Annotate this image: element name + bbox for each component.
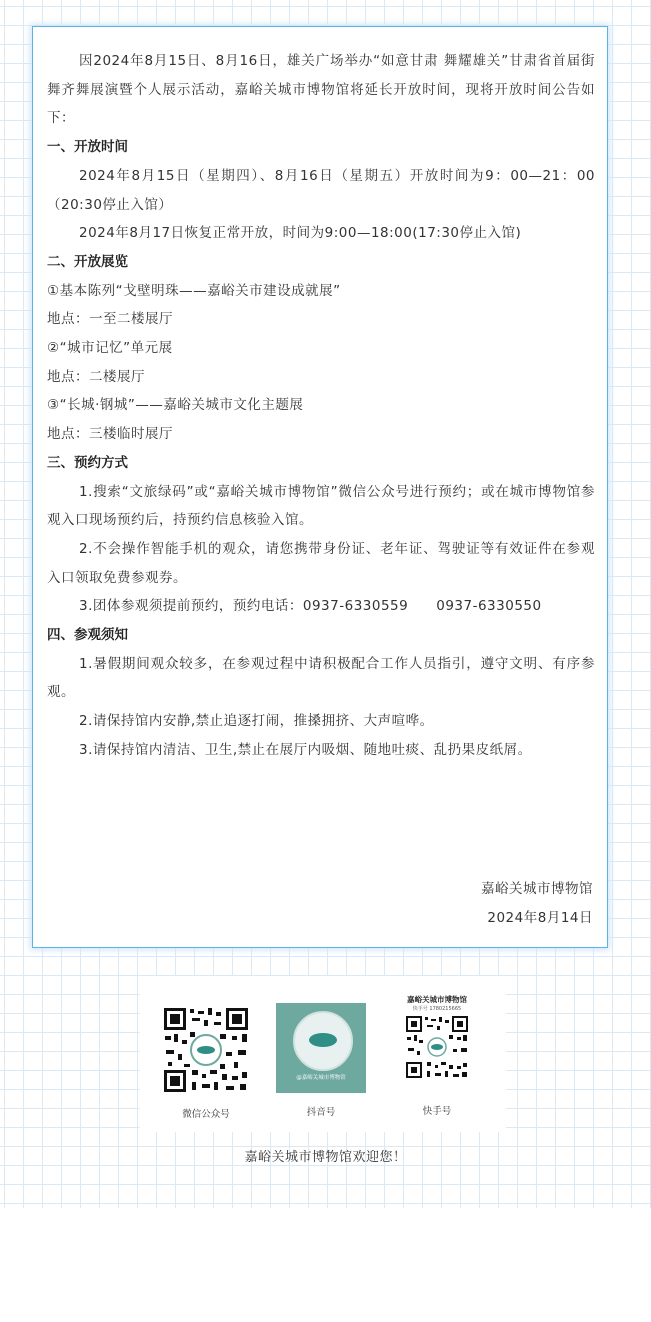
notice-content	[47, 47, 595, 765]
signature	[481, 875, 593, 932]
kuaishou-title: 嘉峪关城市博物馆	[407, 995, 467, 1004]
kuaishou-label: 快手号	[422, 1106, 452, 1117]
rule-3: 3.请保持馆内清洁、卫生,禁止在展厅内吸烟、随地吐痰、乱扔果皮纸屑。	[79, 741, 532, 758]
exhibit-2: ②“城市记忆”单元展	[47, 340, 173, 357]
wechat-qr-code[interactable]	[162, 1006, 250, 1094]
welcome-footer: 嘉峪关城市博物馆欢迎您！	[244, 1150, 407, 1165]
rule-1: 1.暑假期间观众较多，在参观过程中请积极配合工作人员指引，遵守文明、有序参观。	[47, 655, 595, 701]
douyin-label: 抖音号	[306, 1107, 336, 1118]
section-heading-rules: 四、参观须知	[47, 627, 128, 644]
exhibit-2-location: 地点：二楼展厅	[47, 368, 145, 385]
booking-item-1: 1.搜索“文旅绿码”或“嘉峪关城市博物馆”微信公众号进行预约；或在城市博物馆参观入口现场预约后，持预约信息核验入馆。	[47, 483, 595, 529]
exhibit-3: ③“长城·钢城”——嘉峪关城市文化主题展	[47, 397, 304, 414]
qr-icon	[405, 1015, 469, 1079]
kuaishou-qr-code[interactable]	[405, 1015, 469, 1079]
section-heading-booking: 三、预约方式	[47, 454, 128, 471]
booking-item-2: 2.不会操作智能手机的观众，请您携带身份证、老年证、驾驶证等有效证件在参观入口领取免费参观券。	[47, 540, 595, 586]
notice-card	[32, 26, 608, 948]
signature-org: 嘉峪关城市博物馆	[481, 881, 593, 897]
douyin-account-name: @嘉峪关城市博物馆	[296, 1075, 346, 1081]
exhibit-3-location: 地点：三楼临时展厅	[47, 426, 173, 443]
qr-panel	[140, 976, 506, 1132]
douyin-qr-card[interactable]	[276, 1003, 366, 1093]
exhibit-1: ①基本陈列“戈壁明珠——嘉峪关市建设成就展”	[47, 282, 341, 299]
qr-icon	[162, 1006, 250, 1094]
signature-date: 2024年8月14日	[487, 909, 593, 926]
exhibit-1-location: 地点：一至二楼展厅	[47, 311, 173, 328]
intro-paragraph: 因2024年8月15日、8月16日，雄关广场举办“如意甘肃 舞耀雄关”甘肃省首届街舞齐舞展演暨个人展示活动，嘉峪关城市博物馆将延长开放时间，现将开放时间公告如下：	[47, 53, 595, 127]
hours-normal: 2024年8月17日恢复正常开放，时间为9:00—18:00(17:30停止入馆)	[79, 225, 522, 242]
wechat-label: 微信公众号	[182, 1109, 230, 1120]
section-heading-exhibits: 二、开放展览	[47, 253, 128, 270]
douyin-logo-icon	[293, 1011, 353, 1071]
section-heading-hours: 一、开放时间	[47, 139, 128, 156]
booking-item-3: 3.团体参观须提前预约，预约电话：0937-6330559 0937-6330550	[79, 598, 542, 615]
rule-2: 2.请保持馆内安静,禁止追逐打闹，推搡拥挤、大声喧哗。	[79, 713, 434, 730]
hours-extended: 2024年8月15日（星期四）、8月16日（星期五）开放时间为9：00—21：00（20:30停止入馆）	[47, 167, 595, 213]
kuaishou-id: 快手号 1780215665	[412, 1006, 462, 1012]
